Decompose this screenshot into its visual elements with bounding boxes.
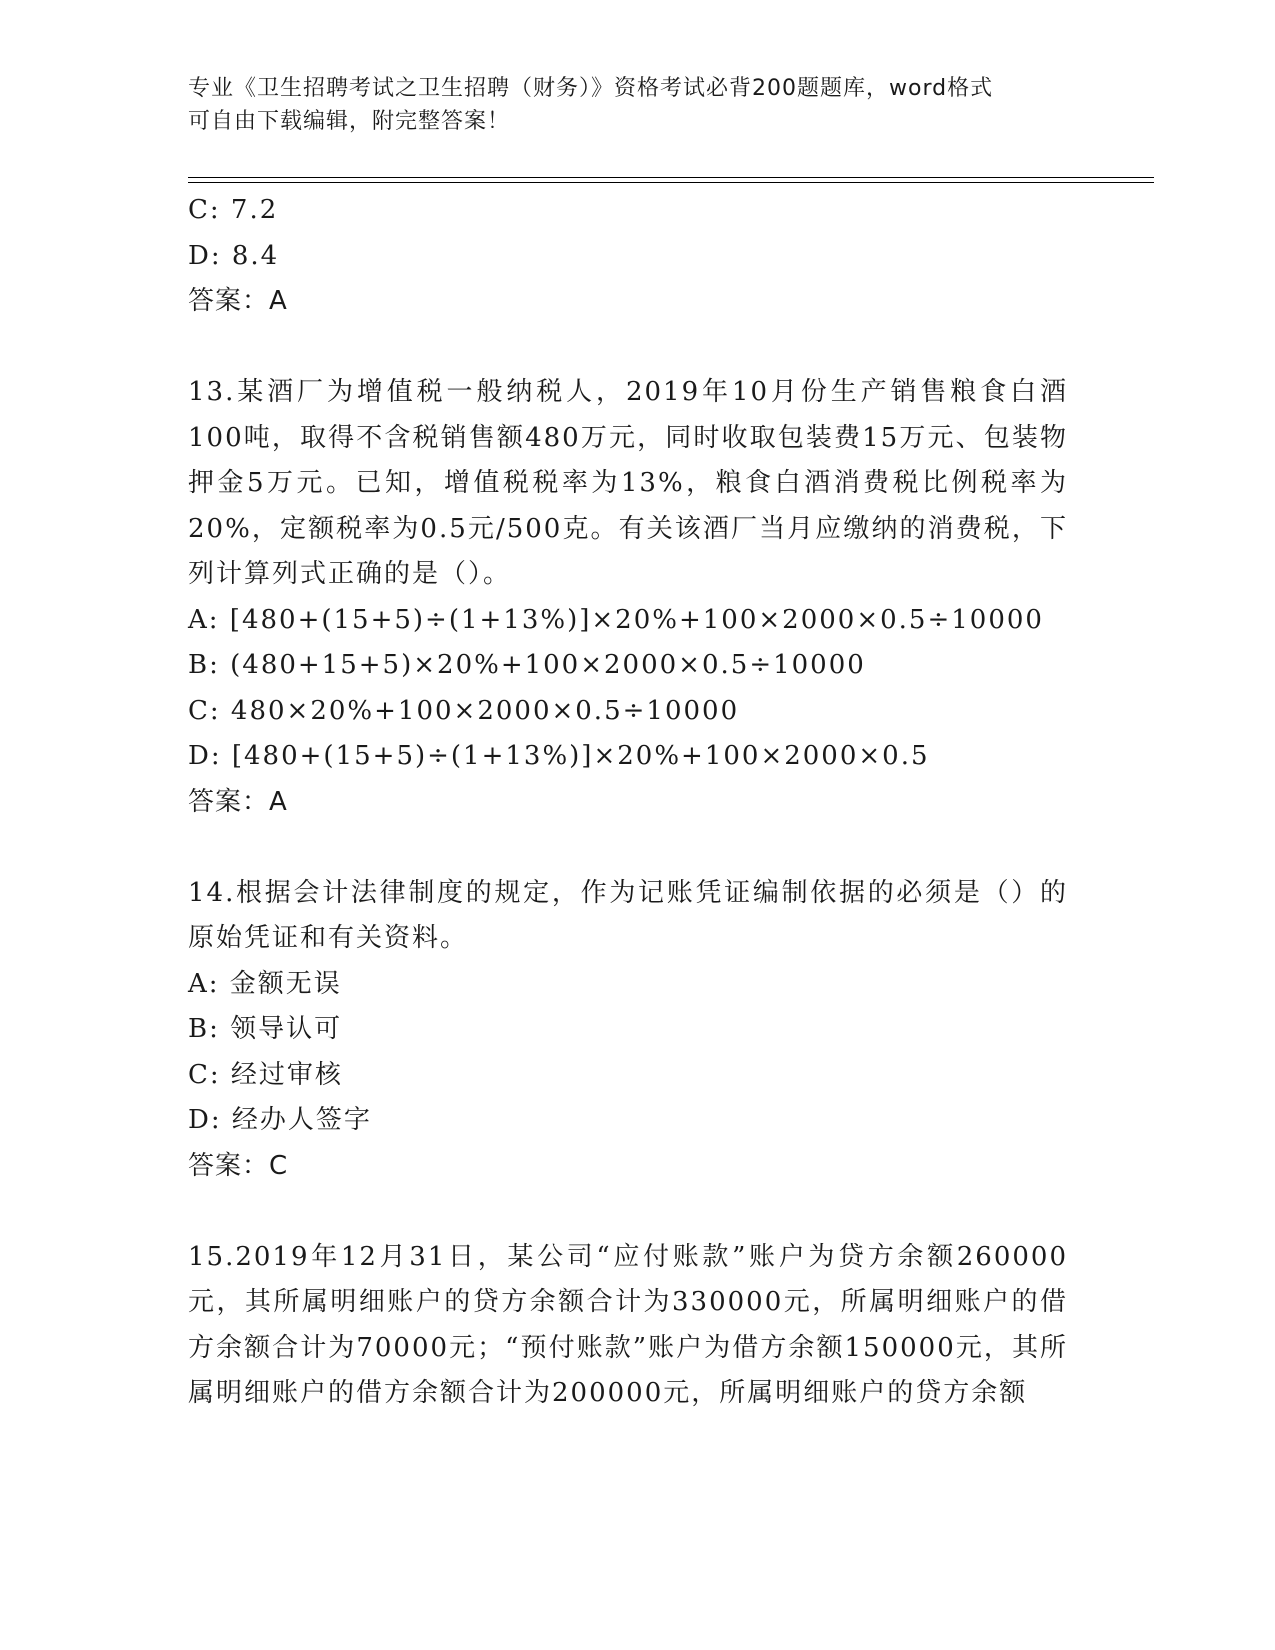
question-13 xyxy=(188,370,1068,825)
header-line-1: 专业《卫生招聘考试之卫生招聘（财务）》资格考试必背200题题库，word格式 xyxy=(188,76,994,101)
question-15 xyxy=(188,1235,1068,1417)
document-header xyxy=(188,72,1088,138)
q13-option-d: D: [480+(15+5)÷(1+13%)]×20%+100×2000×0.5 xyxy=(188,741,930,771)
q13-option-a: A: [480+(15+5)÷(1+13%)]×20%+100×2000×0.5÷10000 xyxy=(188,604,1044,635)
q14-option-b: B: 领导认可 xyxy=(188,1014,343,1044)
spacer xyxy=(188,1189,1068,1235)
q14-option-c: C: 经过审核 xyxy=(188,1059,343,1090)
q14-option-a: A: 金额无误 xyxy=(188,968,342,999)
q15-stem: 15.2019年12月31日，某公司“应付账款”账户为贷方余额260000元，其所属明细账户的贷方余额合计为330000元，所属明细账户的借方余额合计为70000元；“预付账款”账户为借方余额150000元，其所属明细账户的借方余额合计为200000元，所属明细账户的贷方余额 xyxy=(188,1241,1068,1408)
header-line-2: 可自由下载编辑，附完整答案！ xyxy=(188,109,511,134)
q14-stem: 14.根据会计法律制度的规定，作为记账凭证编制依据的必须是（）的原始凭证和有关资料。 xyxy=(188,877,1068,953)
question-14 xyxy=(188,871,1068,1190)
document-body xyxy=(188,188,1068,1417)
q12-option-c: C: 7.2 xyxy=(188,195,279,225)
question-12-tail xyxy=(188,188,1068,325)
q13-option-c: C: 480×20%+100×2000×0.5÷10000 xyxy=(188,695,740,726)
header-divider-bottom xyxy=(188,182,1154,183)
q14-answer: 答案：C xyxy=(188,1150,289,1181)
q12-answer: 答案：A xyxy=(188,286,288,316)
spacer xyxy=(188,325,1068,371)
q13-option-b: B: (480+15+5)×20%+100×2000×0.5÷10000 xyxy=(188,650,866,680)
q13-stem: 13.某酒厂为增值税一般纳税人，2019年10月份生产销售粮食白酒100吨，取得不含税销售额480万元，同时收取包装费15万元、包装物押金5万元。已知，增值税税率为13%，粮食白酒消费税比例税率为20%，定额税率为0.5元/500克。有关该酒厂当月应缴纳的消费税，下列计算列式正确的是（）。 xyxy=(188,377,1068,589)
q13-answer: 答案：A xyxy=(188,786,288,817)
q14-option-d: D: 经办人签字 xyxy=(188,1105,372,1135)
spacer xyxy=(188,825,1068,871)
q12-option-d: D: 8.4 xyxy=(188,240,280,271)
header-divider-top xyxy=(188,177,1154,178)
